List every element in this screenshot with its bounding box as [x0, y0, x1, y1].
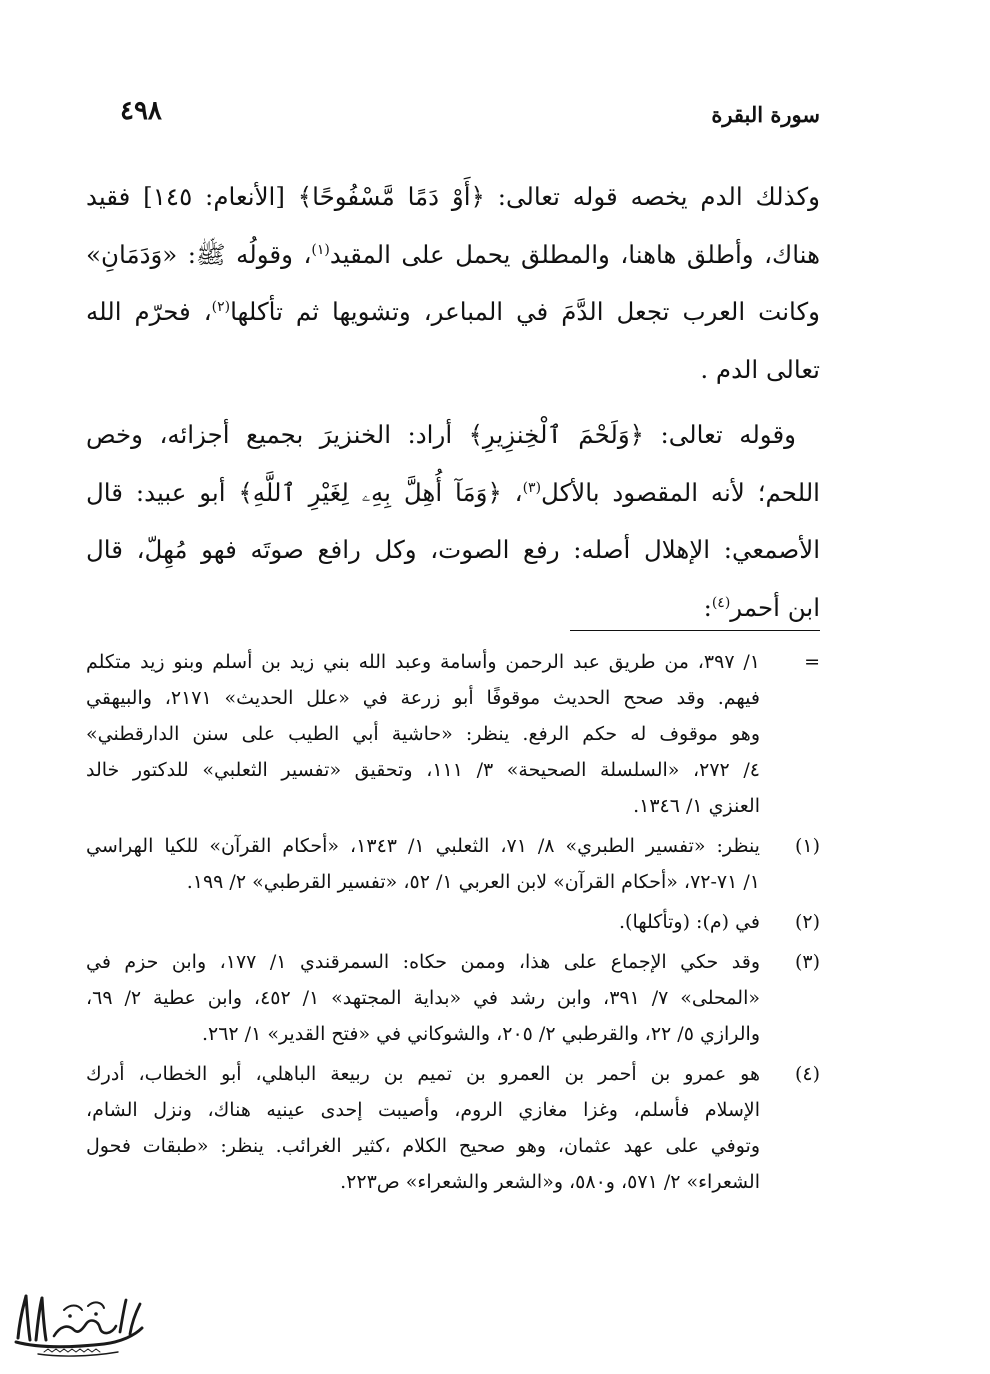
footnote-ref: (١): [311, 241, 330, 258]
footnote-marker: (١): [794, 835, 820, 857]
footnote-ref: (٣): [522, 479, 542, 496]
footnote: [86, 1056, 820, 1200]
footnote-line: فيهم. وقد صحح الحديث موقوفًا أبو زرعة في «علل الحديث» ٢١٧١، والبيهقي: [86, 687, 760, 709]
footnote-ref: (٢): [211, 298, 231, 315]
body-line: وقوله تعالى: ﴿وَلَحْمَ ٱلْخِنزِيرِ﴾ أراد: الخنزيرَ بجميع أجزائه، وخص: [86, 420, 796, 449]
footnote-line: في (م): (وتأكلها).: [619, 911, 760, 933]
header-title: سورة البقرة: [711, 102, 820, 127]
footnote-line: وقد حكي الإجماع على هذا، وممن حكاه: السمرقندي ١/ ١٧٧، وابن حزم في: [86, 951, 760, 973]
footnote-line: هو عمرو بن أحمر بن العمرو بن تميم بن ربيعة الباهلي، أبو الخطاب، أدرك: [86, 1063, 760, 1085]
footnote-line: العنزي ١/ ١٣٤٦.: [633, 795, 760, 817]
footnote-line: ينظر: «تفسير الطبري» ٨/ ٧١، الثعلبي ١/ ١٣٤٣، «أحكام القرآن» للكيا الهراسي: [86, 835, 760, 857]
page-number: ٤٩٨: [120, 96, 162, 126]
footnote-line: الشعراء» ٢/ ٥٧١، و٥٨٠، و«الشعر والشعراء» ص٢٢٣.: [340, 1171, 760, 1193]
footnote-line: الإسلام فأسلم، وغزا مغازي الروم، وأصيبت إحدى عينيه هناك، ونزل الشام،: [86, 1099, 760, 1121]
footnote-line: ٤/ ٢٧٢، «السلسلة الصحيحة» ٣/ ١١١، وتحقيق «تفسير الثعلبي» للدكتور خالد: [86, 759, 760, 781]
footnote-marker: (٣): [794, 951, 820, 973]
body-text: [86, 168, 820, 636]
body-line: الأصمعي: الإهلال أصله: رفع الصوت، وكل رافع صوتَه فهو مُهِلّ، قال: [86, 535, 820, 564]
footnotes: [86, 644, 820, 1200]
footnote-line: وتوفي على عهد عثمان، وهو صحيح الكلام ،كثير الغرائب. ينظر: «طبقات فحول: [86, 1135, 760, 1157]
body-line: تعالى الدم .: [700, 354, 820, 384]
footnote-ref: (٤): [711, 594, 731, 611]
calligraphy-stamp-icon: [8, 1286, 150, 1360]
footnote-line: «المحلى» ٧/ ٣٩١، وابن رشد في «بداية المجتهد» ١/ ٤٥٢، وابن عطية ٢/ ٦٩،: [86, 987, 760, 1009]
footnote-line: ١/ ٣٩٧، من طريق عبد الرحمن وأسامة وعبد الله بني زيد بن أسلم وبنو زيد متكلم: [86, 651, 760, 673]
footnote-marker: (٤): [794, 1063, 820, 1085]
footnote: [86, 944, 820, 1052]
footnote: [86, 828, 820, 900]
footnote: [86, 644, 820, 824]
running-header: [120, 96, 820, 136]
footnote-marker: (٢): [794, 911, 820, 933]
footnote-divider: [570, 630, 820, 631]
body-line: اللحم؛ لأنه المقصود بالأكل$^{(٣)}$، ﴿وَمَآ أُهِلَّ بِهِۦ لِغَيْرِ ٱللَّهِ﴾ أبو عبيد: قال: [86, 477, 820, 507]
footnote-line: ١/ ٧١-٧٢، «أحكام القرآن» لابن العربي ١/ ٥٢، «تفسير القرطبي» ٢/ ١٩٩.: [186, 871, 760, 893]
body-line: وكانت العرب تجعل الدَّمَ في المباعر، وتشويها ثم تأكلها$^{(٢)}$، فحرّم الله: [86, 297, 820, 326]
body-line: وكذلك الدم يخصه قوله تعالى: ﴿أَوْ دَمًا مَّسْفُوحًا﴾ [الأنعام: ١٤٥] فقيد: [86, 182, 820, 211]
body-line: هناك، وأطلق هاهنا، والمطلق يحمل على المقيد$^{(١)}$، وقولُه ﷺ: «وَدَمَانِ»: [86, 239, 820, 269]
footnote-line: والرازي ٥/ ٢٢، والقرطبي ٢/ ٢٠٥، والشوكاني في «فتح القدير» ١/ ٢٦٢.: [201, 1023, 760, 1045]
footnote-line: وهو موقوف له حكم الرفع. ينظر: «حاشية أبي الطيب على سنن الدارقطني»: [86, 723, 760, 745]
footnote: [86, 904, 820, 940]
body-line: ابن أحمر$^{(٤)}$:: [703, 592, 820, 622]
footnote-marker: =: [804, 651, 820, 673]
